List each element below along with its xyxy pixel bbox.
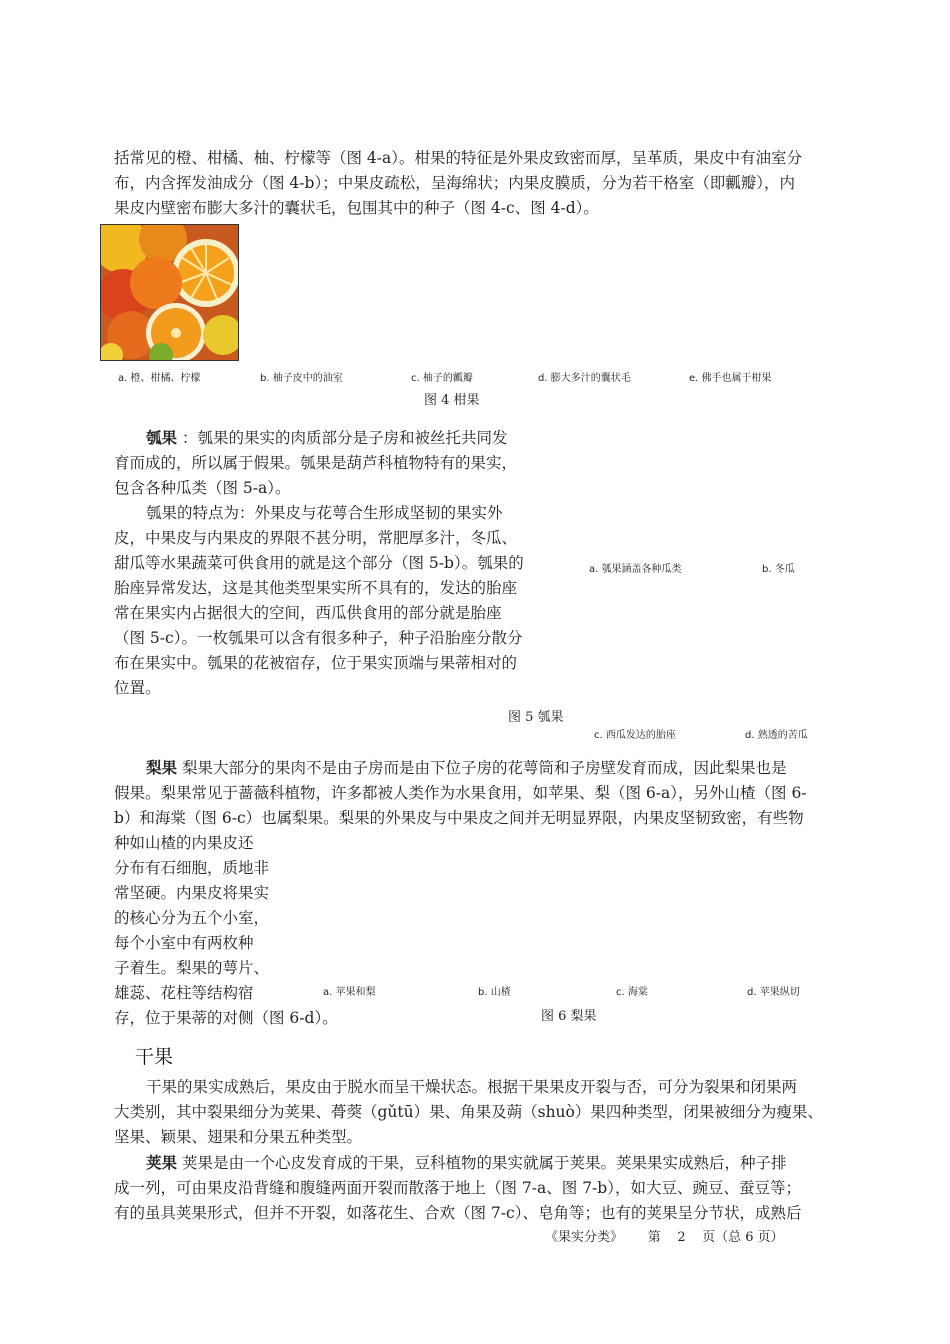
figure-4b-caption: b. 柚子皮中的油室 <box>260 373 343 384</box>
figure-5d-caption: d. 熟透的苦瓜 <box>745 730 808 741</box>
text-line: 布在果实中。瓠果的花被宿存，位于果实顶端与果蒂相对的 <box>114 654 518 672</box>
figure-6-title: 图 6 梨果 <box>541 1009 597 1024</box>
text-line: b）和海棠（图 6-c）也属梨果。梨果的外果皮与中果皮之间并无明显界限，内果皮坚韧致密，有些物 <box>114 809 804 827</box>
figure-6d-caption: d. 苹果纵切 <box>747 987 800 998</box>
text-line: 果皮内壁密布膨大多汁的囊状毛，包围其中的种子（图 4-c、图 4-d）。 <box>114 199 599 217</box>
figure-6a-caption: a. 苹果和梨 <box>323 987 376 998</box>
figure-4e-caption: e. 佛手也属于柑果 <box>689 373 772 384</box>
text-line: 布，内含挥发油成分（图 4-b）；中果皮疏松，呈海绵状；内果皮膜质，分为若干格室（即瓤瓣），内 <box>114 174 795 192</box>
paragraph-citrus <box>114 146 844 221</box>
term-legume: 荚果 <box>146 1154 178 1172</box>
citrus-fruits-image <box>100 224 239 361</box>
text-line: 干果的果实成熟后，果皮由于脱水而呈干燥状态。根据干果果皮开裂与否，可分为裂果和闭果两 <box>146 1078 798 1096</box>
text-line: 成一列，可由果皮沿背缝和腹缝两面开裂而散落于地上（图 7-a、图 7-b），如大豆、豌豆、蚕豆等； <box>114 1179 801 1197</box>
text-line: 有的虽具荚果形式，但并不开裂，如落花生、合欢（图 7-c）、皂角等；也有的荚果呈分节状，成熟后 <box>114 1204 802 1222</box>
figure-4-title: 图 4 柑果 <box>424 393 480 408</box>
figure-5b-caption: b. 冬瓜 <box>762 564 795 575</box>
figure-5-title: 图 5 瓠果 <box>508 710 564 725</box>
text-line: 存，位于果蒂的对侧（图 6-d）。 <box>114 1009 338 1027</box>
figure-5c-caption: c. 西瓜发达的胎座 <box>594 730 676 741</box>
text-line: 皮，中果皮与内果皮的界限不甚分明，常肥厚多汁，冬瓜、 <box>114 529 518 547</box>
text-line: 位置。 <box>114 679 161 697</box>
text-line: 分布有石细胞，质地非 <box>114 859 270 877</box>
text-line: 每个小室中有两枚种 <box>114 934 254 952</box>
text-line: 甜瓜等水果蔬菜可供食用的就是这个部分（图 5-b）。瓠果的 <box>114 554 524 572</box>
paragraph-legume <box>114 1151 844 1226</box>
text-line: 种如山楂的内果皮还 <box>114 834 254 852</box>
text-line: 的核心分为五个小室， <box>114 909 270 927</box>
text-line: 瓠果的特点为：外果皮与花萼合生形成坚韧的果实外 <box>146 504 503 522</box>
text-line: 瓠果 ：瓠果的果实的肉质部分是子房和被丝托共同发 <box>146 429 508 447</box>
text-line: 坚果、颖果、翅果和分果五种类型。 <box>114 1128 363 1146</box>
page-footer: 《果实分类》 第 2 页（总 6 页） <box>545 1230 784 1245</box>
text-line: 括常见的橙、柑橘、柚、柠檬等（图 4-a）。柑果的特征是外果皮致密而厚，呈革质，果皮中有油室分 <box>114 149 803 167</box>
paragraph-dry-fruit <box>114 1075 844 1150</box>
text-line: 大类别，其中裂果细分为荚果、蓇葖（gǔtū）果、角果及蒴（shuò）果四种类型，闭果被细分为瘦果、 <box>114 1103 823 1121</box>
figure-6b-caption: b. 山楂 <box>478 987 511 998</box>
figure-4a-caption: a. 橙、柑橘、柠檬 <box>118 373 201 384</box>
figure-4c-caption: c. 柚子的瓤瓣 <box>411 373 473 384</box>
figure-5a-caption: a. 瓠果涵盖各种瓜类 <box>589 564 682 575</box>
figure-4d-caption: d. 膨大多汁的囊状毛 <box>538 373 631 384</box>
paragraph-pepo <box>114 426 554 701</box>
section-heading: 干果 <box>135 1046 174 1068</box>
term-pome: 梨果 <box>146 759 178 777</box>
text-line: （图 5-c）。一枚瓠果可以含有很多种子，种子沿胎座分散分 <box>114 629 523 647</box>
text-line: 常坚硬。内果皮将果实 <box>114 884 270 902</box>
text-line: 育而成的，所以属于假果。瓠果是葫芦科植物特有的果实， <box>114 454 518 472</box>
term-pepo: 瓠果 <box>146 429 178 447</box>
text-line: 常在果实内占据很大的空间，西瓜供食用的部分就是胎座 <box>114 604 502 622</box>
figure-6c-caption: c. 海棠 <box>616 987 648 998</box>
text-line: 雄蕊、花柱等结构宿 <box>114 984 254 1002</box>
text-line: 梨果 梨果大部分的果肉不是由子房而是由下位子房的花萼筒和子房壁发育而成，因此梨果也是 <box>146 759 787 777</box>
text-line: 包含各种瓜类（图 5-a）。 <box>114 479 291 497</box>
text-line: 荚果 荚果是由一个心皮发育成的干果，豆科植物的果实就属于荚果。荚果果实成熟后，种子排 <box>146 1154 787 1172</box>
text-line: 假果。梨果常见于蔷薇科植物，许多都被人类作为水果食用，如苹果、梨（图 6-a），另外山楂（图 6- <box>114 784 807 802</box>
text-line: 子着生。梨果的萼片、 <box>114 959 270 977</box>
text-line: 胎座异常发达，这是其他类型果实所不具有的，发达的胎座 <box>114 579 518 597</box>
